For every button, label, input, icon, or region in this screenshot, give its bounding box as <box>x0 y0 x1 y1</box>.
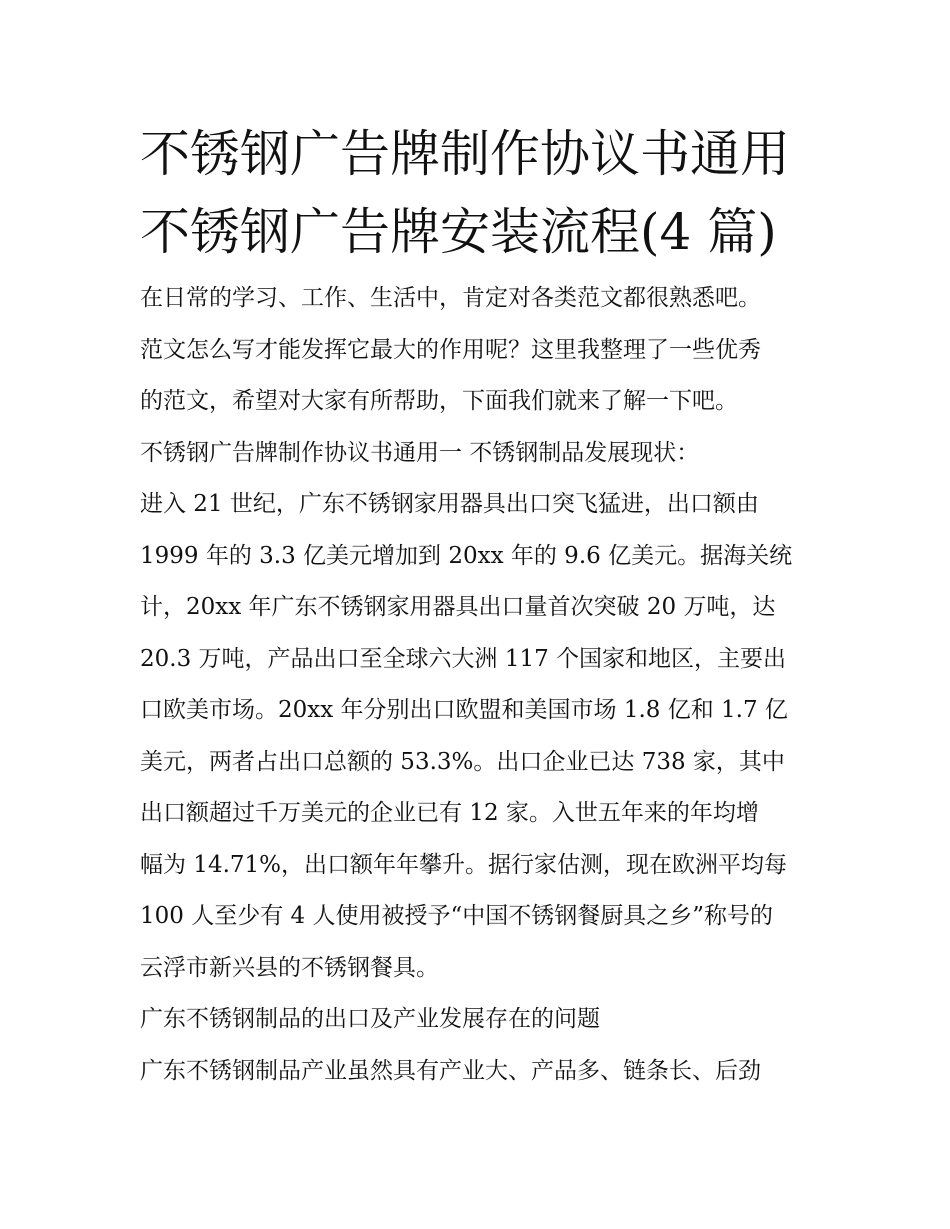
body-line: 在日常的学习、工作、生活中，肯定对各类范文都很熟悉吧。 <box>140 285 761 311</box>
body-line: 口欧美市场。20xx 年分别出口欧盟和美国市场 1.8 亿和 1.7 亿 <box>140 697 788 723</box>
body-line: 1999 年的 3.3 亿美元增加到 20xx 年的 9.6 亿美元。据海关统 <box>140 542 793 569</box>
title-line-2: 不锈钢广告牌安装流程(4 篇) <box>140 203 777 261</box>
body-line: 幅为 14.71%，出口额年年攀升。据行家估测，现在欧洲平均每 <box>140 851 788 878</box>
document-title <box>140 115 840 271</box>
section-heading: 不锈钢广告牌制作协议书通用一 不锈钢制品发展现状： <box>140 439 700 466</box>
body-line: 计，20xx 年广东不锈钢家用器具出口量首次突破 20 万吨，达 <box>140 594 776 620</box>
body-line: 范文怎么写才能发挥它最大的作用呢？这里我整理了一些优秀 <box>140 336 761 363</box>
section-heading: 广东不锈钢制品的出口及产业发展存在的问题 <box>140 1006 600 1032</box>
body-line: 20.3 万吨，产品出口至全球六大洲 117 个国家和地区，主要出 <box>140 645 787 672</box>
body-line: 出口额超过千万美元的企业已有 12 家。入世五年来的年均增 <box>140 800 759 826</box>
body-line: 云浮市新兴县的不锈钢餐具。 <box>140 954 439 981</box>
body-line: 美元，两者占出口总额的 53.3%。出口企业已达 738 家，其中 <box>140 748 785 775</box>
body-line: 100 人至少有 4 人使用被授予“中国不锈钢餐厨具之乡”称号的 <box>140 903 773 929</box>
body-line: 进入 21 世纪，广东不锈钢家用器具出口突飞猛进，出口额由 <box>140 491 759 517</box>
document-body <box>140 273 830 1097</box>
body-line: 的范文，希望对大家有所帮助，下面我们就来了解一下吧。 <box>140 388 738 414</box>
title-line-1: 不锈钢广告牌制作协议书通用 <box>140 125 790 183</box>
body-line: 广东不锈钢制品产业虽然具有产业大、产品多、链条长、后劲 <box>140 1057 761 1084</box>
